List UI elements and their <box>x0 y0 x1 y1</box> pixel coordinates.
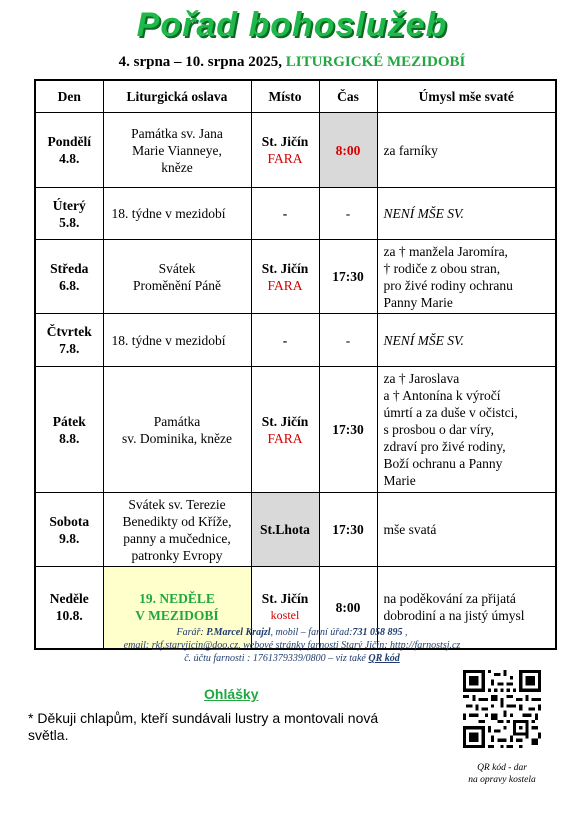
day-name: Úterý <box>52 197 86 213</box>
table-row <box>35 240 556 314</box>
day-name: Sobota <box>49 513 90 529</box>
place-name: St. Jičín <box>261 413 309 429</box>
footer-punct: , <box>402 627 408 638</box>
day-date: 5.8. <box>59 214 80 230</box>
qr-link[interactable]: QR kód <box>368 653 400 664</box>
parish-contact-footer <box>0 626 584 665</box>
day-name: Pátek <box>52 413 86 429</box>
intent-line: za † manžela Jaromíra, <box>383 243 508 259</box>
day-date: 10.8. <box>55 608 83 624</box>
email-link[interactable]: rkf.starvjicin@doo.cz <box>151 640 239 651</box>
day-date: 9.8. <box>59 530 80 546</box>
place-name: St. Jičín <box>261 134 309 149</box>
day-cell <box>35 188 103 240</box>
intent-cell <box>377 314 556 367</box>
priest-name: P.Marcel Krajzl <box>206 627 271 638</box>
time-cell <box>319 240 377 314</box>
announcements-heading: Ohlášky <box>204 686 259 702</box>
time-cell <box>319 367 377 493</box>
intent-line: za farníky <box>383 142 438 158</box>
intent-line: na poděkování za přijatá <box>383 591 516 607</box>
place-sub: FARA <box>267 430 303 446</box>
intent-line: NENÍ MŠE SV. <box>383 332 464 348</box>
footer-line-account <box>0 652 584 665</box>
place-name: - <box>282 332 288 348</box>
feast-line: 19. NEDĚLE <box>139 591 215 607</box>
date-range: 4. srpna – 10. srpna 2025, <box>118 54 282 70</box>
intent-cell <box>377 240 556 314</box>
table-row <box>35 367 556 493</box>
intent-line: za † Jaroslava <box>383 371 460 386</box>
liturgical-period: LITURGICKÉ MEZIDOBÍ <box>285 54 466 70</box>
feast-cell <box>103 314 251 367</box>
intent-line: zdraví pro živé rodiny, <box>383 439 506 454</box>
account-text: č. účtu farnosti : 1761379339/0800 – viz také <box>184 653 369 664</box>
qr-caption-line: QR kód - dar <box>477 763 527 773</box>
feast-line: Památka <box>153 413 201 429</box>
feast-cell <box>103 240 251 314</box>
place-name: St. Jičín <box>261 591 309 607</box>
day-date: 4.8. <box>59 151 80 166</box>
day-date: 8.8. <box>59 430 80 446</box>
header-day: Den <box>35 80 103 113</box>
place-sub: FARA <box>267 277 303 293</box>
header-place: Místo <box>251 80 319 113</box>
intent-line: Panny Marie <box>383 294 453 310</box>
place-cell <box>251 493 319 567</box>
feast-line: kněze <box>161 159 193 175</box>
intent-line: s prosbou o dar víry, <box>383 422 494 437</box>
intent-cell <box>377 188 556 240</box>
day-cell <box>35 113 103 188</box>
mass-time: 8:00 <box>335 142 361 158</box>
day-cell <box>35 240 103 314</box>
day-name: Pondělí <box>47 134 91 149</box>
header-intent: Úmysl mše svaté <box>377 80 556 113</box>
mass-time: 17:30 <box>332 522 364 537</box>
feast-cell <box>103 188 251 240</box>
intent-line: NENÍ MŠE SV. <box>383 206 464 221</box>
footer-line-priest <box>0 626 584 639</box>
table-row <box>35 493 556 567</box>
feast-line: Svátek <box>158 260 196 276</box>
place-name: - <box>282 206 288 221</box>
feast-line: Proměnění Páně <box>132 277 222 293</box>
feast-line: Památka sv. Jana <box>131 125 223 141</box>
feast-line: Marie Vianneye, <box>132 142 222 158</box>
intent-line: mše svatá <box>383 522 437 537</box>
place-cell <box>251 240 319 314</box>
feast-cell <box>103 113 251 188</box>
phone-label: , mobil – farní úřad: <box>270 627 353 638</box>
intent-line: dobrodiní a na jistý úmysl <box>383 608 525 624</box>
website-text: , webové stránky farnosti Starý Jičín: http://farnostsj.cz <box>238 640 461 651</box>
footer-line-email <box>0 639 584 652</box>
intent-line: a † Antonína k výročí <box>383 388 501 403</box>
table-row <box>35 314 556 367</box>
day-cell <box>35 493 103 567</box>
place-name: St.Lhota <box>260 522 310 537</box>
qr-caption <box>440 762 564 786</box>
feast-line: patronky Evropy <box>131 547 223 563</box>
feast-line: 18. týdne v mezidobí <box>111 332 226 348</box>
day-name: Středa <box>50 260 89 276</box>
intent-line: Boží ochranu a Panny <box>383 456 503 471</box>
intent-cell <box>377 113 556 188</box>
place-name: St. Jičín <box>261 260 309 276</box>
place-cell <box>251 113 319 188</box>
feast-line: Svátek sv. Terezie <box>128 496 226 512</box>
feast-line: panny a mučednice, <box>123 530 231 546</box>
mass-time: 17:30 <box>332 422 364 437</box>
mass-time: - <box>345 332 351 348</box>
header-time: Čas <box>319 80 377 113</box>
time-cell <box>319 493 377 567</box>
feast-line: 18. týdne v mezidobí <box>111 206 226 221</box>
feast-cell <box>103 367 251 493</box>
intent-cell <box>377 493 556 567</box>
time-cell <box>319 314 377 367</box>
place-cell <box>251 188 319 240</box>
announcement-text: * Děkuji chlapům, kteří sundávali lustry a montovali nová světla. <box>28 710 379 743</box>
day-name: Neděle <box>49 591 89 607</box>
priest-label: Farář: <box>176 627 207 638</box>
place-cell <box>251 314 319 367</box>
place-sub: kostel <box>270 608 300 623</box>
time-cell <box>319 188 377 240</box>
day-date: 7.8. <box>59 341 80 356</box>
header-feast: Liturgická oslava <box>103 80 251 113</box>
phone-number: 731 058 895 <box>352 627 403 638</box>
page-title: Pořad bohoslužeb <box>136 6 448 44</box>
day-date: 6.8. <box>59 277 80 293</box>
mass-time: 8:00 <box>335 599 361 615</box>
feast-line: Benedikty od Kříže, <box>122 513 232 529</box>
table-row <box>35 188 556 240</box>
feast-cell <box>103 493 251 567</box>
time-cell <box>319 113 377 188</box>
table-row <box>35 113 556 188</box>
intent-cell <box>377 367 556 493</box>
place-cell <box>251 367 319 493</box>
day-name: Čtvrtek <box>46 324 92 339</box>
mass-time: - <box>345 206 351 221</box>
place-sub: FARA <box>267 151 303 166</box>
mass-time: 17:30 <box>332 269 364 284</box>
feast-line: V MEZIDOBÍ <box>135 608 219 624</box>
day-cell <box>35 367 103 493</box>
intent-line: † rodiče z obou stran, <box>383 260 501 276</box>
intent-line: Marie <box>383 473 416 488</box>
email-label: email: <box>123 640 152 651</box>
table-header-row <box>35 80 556 113</box>
intent-line: úmrtí a za duše v očistci, <box>383 405 518 420</box>
schedule-table <box>34 79 557 650</box>
feast-line: sv. Dominika, kněze <box>121 430 233 446</box>
qr-code-image <box>463 670 541 748</box>
day-cell <box>35 314 103 367</box>
date-range-subtitle <box>0 54 584 71</box>
qr-caption-line: na opravy kostela <box>468 775 536 785</box>
intent-line: pro živé rodiny ochranu <box>383 277 513 293</box>
